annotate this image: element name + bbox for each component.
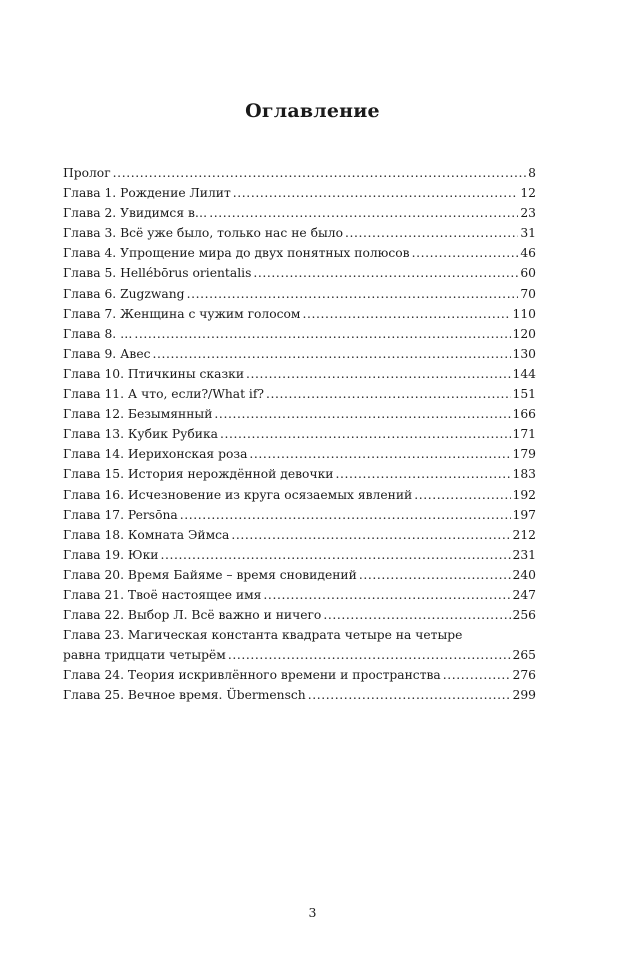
toc-entry-page: 166 [512,407,536,422]
toc-leader-dots [303,304,511,324]
toc-entry [63,444,536,464]
toc-entry [63,485,536,505]
toc-entry [63,344,536,364]
toc-entry-page: 144 [512,366,536,381]
toc-entry [63,565,536,585]
toc-leader-dots [323,605,510,625]
toc-leader-dots [209,203,518,223]
toc-entry-page: 120 [512,326,536,341]
toc-leader-dots [160,545,510,565]
toc-entry-title: Глава 20. Время Байяме – время сновидений [63,567,357,582]
toc-entry-page: 31 [520,226,536,241]
toc-entry-page: 197 [512,507,536,522]
toc-entry-title: Глава 1. Рождение Лилит [63,186,231,201]
toc-entry-title: Глава 22. Выбор Л. Всё важно и ничего [63,608,322,623]
toc-entry-page: 256 [512,608,536,623]
table-of-contents [63,163,536,706]
toc-entry-title-continued: равна тридцати четырём [63,648,226,663]
toc-leader-dots [214,404,510,424]
toc-leader-dots [153,344,511,364]
toc-leader-dots [253,263,518,283]
toc-entry [63,163,536,183]
toc-entry-page: 231 [512,547,536,562]
toc-leader-dots [335,464,510,484]
toc-leader-dots [134,324,510,344]
toc-entry-page: 179 [512,447,536,462]
toc-entry [63,685,536,705]
toc-entry-continuation [63,645,536,665]
toc-entry-title: Глава 7. Женщина с чужим голосом [63,306,301,321]
toc-entry [63,263,536,283]
toc-leader-dots [359,565,511,585]
toc-leader-dots [263,585,510,605]
toc-entry-title: Глава 19. Юки [63,547,159,562]
toc-entry-title: Глава 17. Persōna [63,507,178,522]
toc-entry [63,404,536,424]
toc-entry-title: Глава 15. История нерождённой девочки [63,467,334,482]
toc-entry-title: Глава 23. Магическая константа квадрата четыре на четыре [63,628,463,643]
toc-entry-page: 171 [512,427,536,442]
toc-leader-dots [246,364,510,384]
toc-entry-title: Глава 21. Твоё настоящее имя [63,587,262,602]
toc-entry-title: Глава 14. Иерихонская роза [63,447,248,462]
toc-entry [63,505,536,525]
toc-entry-page: 23 [520,206,536,221]
page-number: 3 [308,905,317,920]
toc-leader-dots [180,505,511,525]
page-title: Оглавление [245,100,380,122]
toc-entry [63,525,536,545]
toc-entry-title: Пролог [63,166,111,180]
toc-entry-page: 151 [512,387,536,402]
toc-entry-page: 60 [520,266,536,281]
toc-leader-dots [249,444,510,464]
toc-entry-title: Глава 11. А что, если?/What if? [63,387,265,402]
toc-entry [63,605,536,625]
toc-entry-page: 299 [512,688,536,703]
toc-entry-page: 183 [512,467,536,482]
toc-entry-page: 247 [512,587,536,602]
toc-entry-title: Глава 25. Вечное время. Übermensch [63,688,306,703]
toc-entry-page: 130 [512,346,536,361]
toc-entry [63,203,536,223]
toc-entry [63,384,536,404]
toc-leader-dots [187,284,519,304]
toc-entry-page: 265 [512,648,536,663]
toc-leader-dots [231,525,510,545]
toc-entry-page: 212 [512,527,536,542]
toc-entry-title: Глава 2. Увидимся в… [63,206,208,221]
toc-entry [63,223,536,243]
toc-entry-page: 110 [512,306,536,321]
toc-entry [63,585,536,605]
toc-entry-page: 276 [512,668,536,683]
toc-entry-page: 8 [528,166,536,180]
toc-entry-page: 12 [520,186,536,201]
toc-entry-title: Глава 5. Hellébōrus orientalis [63,266,252,281]
toc-entry-page: 240 [512,567,536,582]
toc-entry-title: Глава 24. Теория искривлённого времени и пространства [63,668,441,683]
toc-entry-title: Глава 3. Всё уже было, только нас не было [63,226,343,241]
toc-entry [63,545,536,565]
toc-entry [63,364,536,384]
toc-entry [63,183,536,203]
toc-entry [63,665,536,685]
toc-leader-dots [228,645,511,665]
toc-entry-title: Глава 9. Авес [63,346,151,361]
toc-entry-title: Глава 8. … [63,326,133,341]
toc-entry-page: 192 [512,487,536,502]
toc-entry [63,324,536,344]
toc-leader-dots [414,485,510,505]
toc-entry [63,243,536,263]
toc-entry-page: 46 [520,246,536,261]
toc-leader-dots [412,243,519,263]
toc-entry [63,424,536,444]
toc-leader-dots [233,183,519,203]
toc-entry-title: Глава 18. Комната Эймса [63,527,230,542]
toc-entry [63,464,536,484]
toc-entry-title: Глава 4. Упрощение мира до двух понятных полюсов [63,246,410,261]
toc-leader-dots [220,424,511,444]
toc-entry-title: Глава 6. Zugzwang [63,286,185,301]
toc-entry-page: 70 [520,286,536,301]
toc-entry-title: Глава 16. Исчезновение из круга осязаемых явлений [63,487,413,502]
toc-entry [63,304,536,324]
toc-leader-dots [308,685,511,705]
toc-entry-title: Глава 12. Безымянный [63,407,213,422]
toc-entry [63,625,536,665]
toc-entry-title: Глава 13. Кубик Рубика [63,427,218,442]
toc-leader-dots [113,163,527,183]
toc-entry-title: Глава 10. Птичкины сказки [63,366,245,381]
toc-leader-dots [266,384,511,404]
toc-entry [63,284,536,304]
toc-leader-dots [443,665,511,685]
toc-leader-dots [345,223,518,243]
